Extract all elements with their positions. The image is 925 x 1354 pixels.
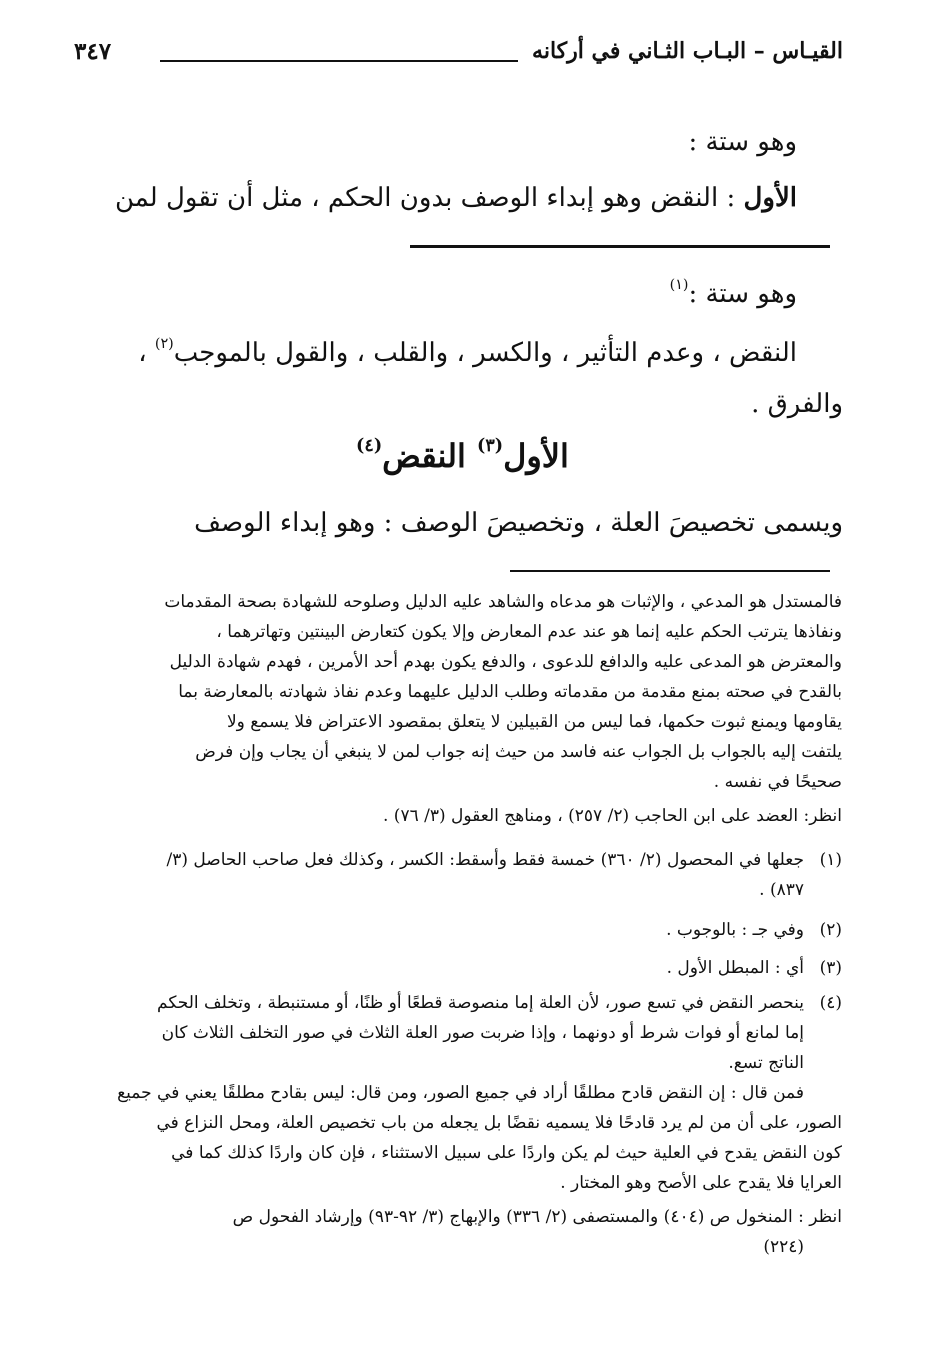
- running-title: القيـاس – البـاب الثـاني في أركانه: [532, 38, 843, 64]
- footnote-line: كون النقض يقدح في العلية حيث لم يكن واردًا على سبيل الاستثناء ، فإن كان واردًا كذلك كما في: [171, 1143, 842, 1163]
- quoted-first-label: الأول: [743, 183, 797, 213]
- heading-word-1: الأول: [503, 437, 569, 475]
- commentary-line-1: [670, 278, 797, 312]
- footnote-line: يلتفت إليه بالجواب بل الجواب عنه فاسد من حيث إنه جواب لمن لا ينبغي أن يجاب وإن فرض: [195, 742, 842, 762]
- footnote-marker-1: (١): [669, 277, 689, 294]
- footnote-marker-3: (٣): [476, 435, 504, 457]
- footnote-2: [72, 915, 842, 945]
- footnote-line: الصور، على أن من لم يرد قادحًا فلا يسميه نقضًا بل يجعله من باب تخصيص العلة، ومحل النزاع في: [156, 1113, 842, 1133]
- footnote-marker-2: (٢): [154, 336, 174, 353]
- footnote-line: ٨٣٧) .: [759, 880, 804, 900]
- footnote-number: (١): [819, 850, 842, 870]
- heading-word-2: النقض: [382, 437, 477, 475]
- footnote-number: (٣): [819, 958, 842, 978]
- footnote-line: ينحصر النقض في تسع صور، لأن العلة إما منصوصة قطعًا أو ظنًا، أو مستنبطة ، وتخلف الحكم: [157, 993, 804, 1013]
- matn-separator-rule: [410, 245, 830, 248]
- footnote-line: العرايا فلا يقدح على الأصح وهو المختار .: [560, 1173, 842, 1193]
- footnote-line: ونفاذها يترتب الحكم عليه إنما هو عند عدم المعارض وإلا يكون كتعارض البينتين وتهاترهما ،: [216, 622, 842, 642]
- footnote-line: فمن قال : إن النقض قادح مطلقًا أراد في جميع الصور، ومن قال: ليس بقادح مطلقًا يعني في جميع: [117, 1083, 804, 1103]
- commentary-line-1-text: وهو ستة :: [688, 279, 797, 309]
- footnote-number: (٤): [819, 993, 842, 1013]
- footnote-line: فالمستدل هو المدعي ، والإثبات هو مدعاه والشاهد عليه الدليل وصلوحه للشهادة بصحة المقدمات: [164, 592, 842, 612]
- commentary-line-2-tail: ،: [138, 338, 155, 368]
- footnote-line: بالقدح في صحته بمنع مقدمة من مقدماته وطلب الدليل عليهما وعدم نفاذ شهادته بالمعارضة بما: [178, 682, 842, 702]
- definition-line: ويسمى تخصيصَ العلة ، وتخصيصَ الوصف : وهو إبداء الوصف: [194, 508, 843, 538]
- footnote-reference: انظر: العضد على ابن الحاجب (٢/ ٢٥٧) ، ومناهج العقول (٣/ ٧٦) .: [383, 806, 842, 826]
- quoted-line-1: وهو ستة :: [688, 127, 797, 157]
- section-heading: [0, 437, 925, 475]
- commentary-line-2-text: النقض ، وعدم التأثير ، والكسر ، والقلب ، والقول بالموجب: [173, 338, 797, 368]
- footnote-marker-4: (٤): [356, 435, 383, 457]
- footnote-reference: (٢٢٤): [763, 1237, 804, 1257]
- header-rule: [160, 60, 518, 62]
- quoted-line-2-text: : النقض وهو إبداء الوصف بدون الحكم ، مثل أن تقول لمن: [114, 183, 744, 213]
- footnote-line: إما لمانع أو فوات شرط أو دونهما ، وإذا ضربت صور العلة الثلاث في صور التخلف الثلاث كان: [161, 1023, 804, 1043]
- footnote-line: الناتج تسع.: [728, 1053, 804, 1073]
- footnote-1: [72, 845, 842, 905]
- footnote-line: أي : المبطل الأول .: [666, 958, 804, 978]
- footnote-line: وفي جـ : بالوجوب .: [666, 920, 804, 940]
- commentary-line-2: [138, 337, 797, 371]
- quoted-line-2: [115, 182, 797, 216]
- commentary-line-3: والفرق .: [751, 389, 843, 419]
- footnote-separator-rule: [510, 570, 830, 572]
- footnote-line: صحيحًا في نفسه .: [713, 772, 842, 792]
- footnote-line: والمعترض هو المدعى عليه والدافع للدعوى ، والدفع يكون بهدم أحد الأمرين ، فهدم شهادة الدليل: [169, 652, 842, 672]
- page-number: ٣٤٧: [74, 38, 112, 65]
- footnote-line: جعلها في المحصول (٢/ ٣٦٠) خمسة فقط وأسقط: الكسر ، وكذلك فعل صاحب الحاصل (٣/: [166, 850, 804, 870]
- footnote-carry-over: [72, 587, 842, 831]
- footnote-4: [72, 988, 842, 1262]
- footnote-line: يقاومها ويمنع ثبوت حكمها، فما ليس من القبيلين لا يتعلق بمقصود الاعتراض فلا يسمع ولا: [226, 712, 842, 732]
- footnote-reference: انظر : المنخول ص (٤٠٤) والمستصفى (٢/ ٣٣٦) والإبهاج (٣/ ٩٢-٩٣) وإرشاد الفحول ص: [232, 1207, 842, 1227]
- footnote-3: [72, 953, 842, 983]
- footnote-number: (٢): [819, 920, 842, 940]
